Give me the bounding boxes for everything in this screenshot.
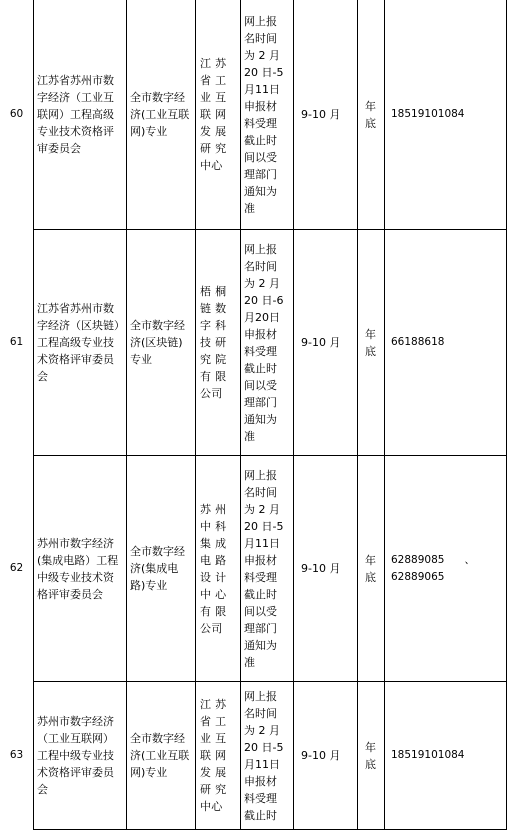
committee-scope: 全市数字经济(区块链)专业 bbox=[130, 319, 185, 366]
committee-scope: 全市数字经济(集成电路)专业 bbox=[130, 545, 185, 592]
committee-name: 苏州市数字经济（工业互联网）工程中级专业技术资格评审委员会 bbox=[37, 715, 114, 796]
application-schedule: 网上报 名时间 为 2 月 20 日-5 月11日 申报材 料受理 截止时 间以受 理部门 通知为 准 bbox=[244, 468, 284, 669]
certificate-deadline: 年 底 bbox=[365, 327, 376, 358]
organizing-unit: 江 苏 省 工 业 互 联 网 发 展 研 究 中心 bbox=[200, 57, 227, 172]
row-number: 60 bbox=[9, 108, 24, 120]
committee-name: 江苏省苏州市数字经济（区块链）工程高级专业技术资格评审委员会 bbox=[37, 302, 120, 383]
application-schedule: 网上报 名时间 为 2 月 20 日-5 月11日 申报材 料受理 截止时 bbox=[244, 689, 284, 822]
certificate-deadline: 年 底 bbox=[365, 99, 376, 130]
review-time: 9-10 月 bbox=[301, 749, 341, 762]
row-number: 61 bbox=[9, 336, 24, 348]
committee-scope: 全市数字经济(工业互联网)专业 bbox=[130, 732, 190, 779]
certificate-deadline: 年 底 bbox=[365, 740, 376, 771]
column-divider bbox=[126, 0, 127, 830]
row-divider bbox=[33, 829, 507, 830]
column-divider bbox=[240, 0, 241, 830]
organizing-unit: 苏 州 中 科 集 成 电 路 设 计 中 心 有 限 公司 bbox=[200, 502, 227, 635]
review-time: 9-10 月 bbox=[301, 108, 341, 121]
committee-name: 江苏省苏州市数字经济（工业互联网）工程高级专业技术资格评审委员会 bbox=[37, 74, 114, 155]
certificate-deadline: 年 底 bbox=[365, 553, 376, 584]
contact-phone: 18519101084 bbox=[391, 749, 465, 761]
organizing-unit: 江 苏 省 工 业 互 联 网 发 展 研 究 中心 bbox=[200, 698, 227, 813]
column-divider bbox=[293, 0, 294, 830]
review-time: 9-10 月 bbox=[301, 562, 341, 575]
row-number: 63 bbox=[9, 749, 24, 761]
organizing-unit: 梧 桐 链 数 字 科 技 研 究 院 有 限 公司 bbox=[200, 285, 227, 400]
application-schedule: 网上报 名时间 为 2 月 20 日-6 月20日 申报材 料受理 截止时 间以受 理部门 通知为 准 bbox=[244, 242, 284, 443]
committee-scope: 全市数字经济(工业互联网)专业 bbox=[130, 91, 190, 138]
column-divider bbox=[195, 0, 196, 830]
review-time: 9-10 月 bbox=[301, 336, 341, 349]
column-divider bbox=[357, 0, 358, 830]
committee-name: 苏州市数字经济(集成电路）工程中级专业技术资格评审委员会 bbox=[37, 536, 119, 601]
column-divider bbox=[384, 0, 385, 830]
contact-phone: 66188618 bbox=[391, 336, 445, 348]
row-number: 62 bbox=[9, 562, 24, 574]
contact-phone: 18519101084 bbox=[391, 108, 465, 120]
column-divider bbox=[33, 0, 34, 830]
contact-phone: 62889085 、 62889065 bbox=[391, 553, 475, 583]
application-schedule: 网上报 名时间 为 2 月 20 日-5 月11日 申报材 料受理 截止时 间以受 理部门 通知为 准 bbox=[244, 14, 284, 215]
